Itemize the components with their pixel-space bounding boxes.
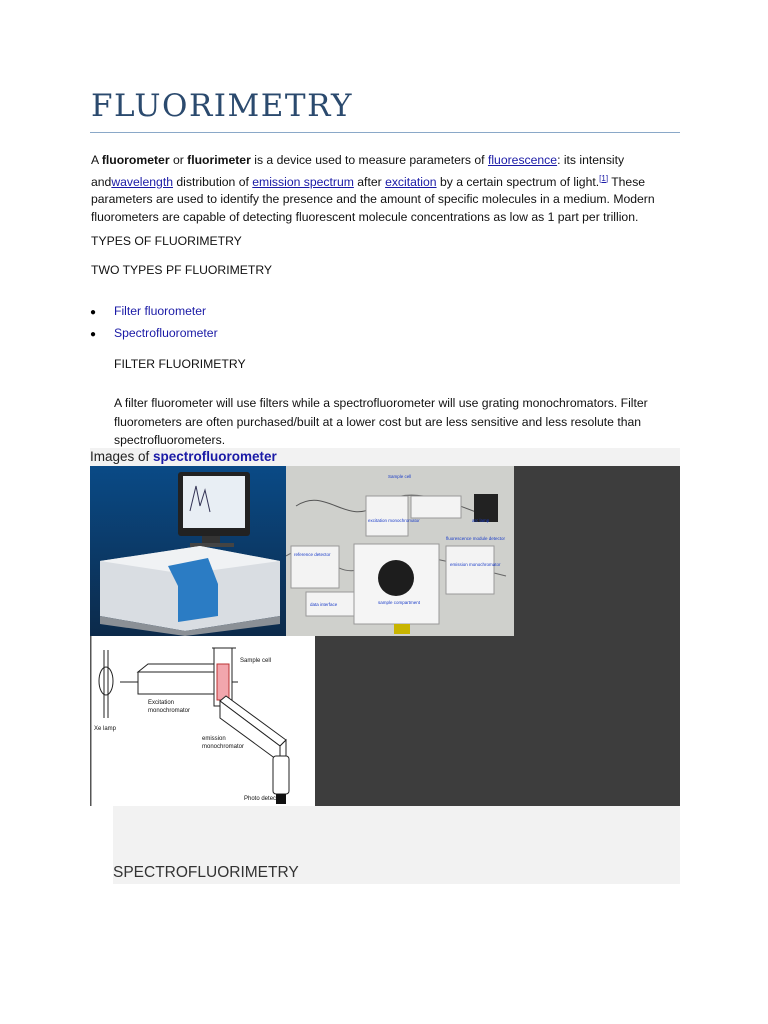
- fluorimetry-type-list: [90, 301, 218, 345]
- images-label: [90, 449, 277, 464]
- list-item[interactable]: [90, 323, 218, 345]
- intro-text: These parameters are used to identify the presence and the amount of specific molecules in a medium. Modern fluorometers are capable of detecting fluorescent molecule concentrations as low as 1 part per trillion.: [91, 174, 655, 224]
- emission-label: emission: [202, 736, 226, 742]
- types-heading: TYPES OF FLUORIMETRY: [91, 234, 242, 248]
- instrument-illustration: [90, 466, 286, 636]
- emission-monochromator-label: monochromator: [202, 744, 245, 750]
- link-fluorescence[interactable]: fluorescence: [487, 153, 558, 167]
- setup-label: emission monochromator: [450, 562, 501, 567]
- filter-paragraph: A filter fluorometer will use filters while a spectrofluorometer will use grating monochromators. Filter fluorometers are often purchased/built at a lower cost but are less sensitive and less resolute than spectrofluorometers.: [114, 396, 648, 447]
- intro-text: or: [169, 153, 188, 167]
- setup-label: Sample cell: [388, 474, 412, 479]
- intro-bold-fluorimeter: fluorimeter: [187, 153, 251, 167]
- title-divider: [90, 132, 680, 133]
- intro-text: by a certain spectrum of light.: [436, 174, 600, 189]
- intro-text: after: [353, 174, 386, 189]
- images-header: [90, 448, 680, 466]
- setup-label: data interface: [310, 602, 338, 607]
- spectrofluorimetry-heading: SPECTROFLUORIMETRY: [113, 864, 299, 881]
- bullet-icon: ●: [90, 329, 97, 340]
- sample-cell-label: Sample cell: [240, 658, 272, 664]
- two-types-heading: TWO TYPES PF FLUORIMETRY: [91, 263, 273, 277]
- intro-text: A: [91, 153, 102, 167]
- intro-text: : its intensity and: [91, 153, 625, 189]
- list-item-label: Spectrofluorometer: [114, 326, 218, 340]
- excitation-label: Excitation: [148, 700, 175, 706]
- list-item[interactable]: [90, 301, 218, 323]
- setup-label: reference detector: [294, 552, 331, 557]
- schematic-diagram: [90, 636, 315, 806]
- intro-text: distribution of: [173, 174, 253, 189]
- setup-illustration: [286, 466, 514, 636]
- images-label-prefix: Images of: [90, 449, 154, 464]
- reference-link[interactable]: [1]: [599, 173, 609, 183]
- intro-bold-fluorometer: fluorometer: [101, 153, 170, 167]
- list-item-label: Filter fluorometer: [114, 304, 207, 318]
- excitation-monochromator-label: monochromator: [148, 708, 191, 714]
- link-emission-spectrum[interactable]: emission spectrum: [252, 174, 354, 189]
- bullet-icon: ●: [90, 307, 97, 318]
- setup-label: arc lamp: [472, 518, 490, 523]
- xe-lamp-label: Xe lamp: [94, 726, 117, 732]
- link-excitation[interactable]: excitation: [385, 174, 437, 189]
- link-spectrofluorometer[interactable]: spectrofluorometer: [153, 449, 277, 464]
- photo-detector-label: Photo detector: [244, 796, 284, 802]
- setup-label: fluorescence module detector: [446, 536, 506, 541]
- setup-label: sample compartment: [378, 600, 421, 605]
- page-title: FLUORIMETRY: [91, 88, 353, 124]
- link-wavelength[interactable]: wavelength: [111, 174, 174, 189]
- filter-heading: FILTER FLUORIMETRY: [114, 357, 246, 371]
- intro-paragraph: [91, 152, 681, 226]
- spectrofluorometer-photo[interactable]: [90, 466, 286, 636]
- spectrofluorometer-setup-photo[interactable]: [286, 466, 514, 636]
- spectrofluorometer-schematic[interactable]: [90, 636, 315, 806]
- intro-text: is a device used to measure parameters of: [250, 153, 488, 167]
- setup-label: excitation monochromator: [368, 518, 420, 523]
